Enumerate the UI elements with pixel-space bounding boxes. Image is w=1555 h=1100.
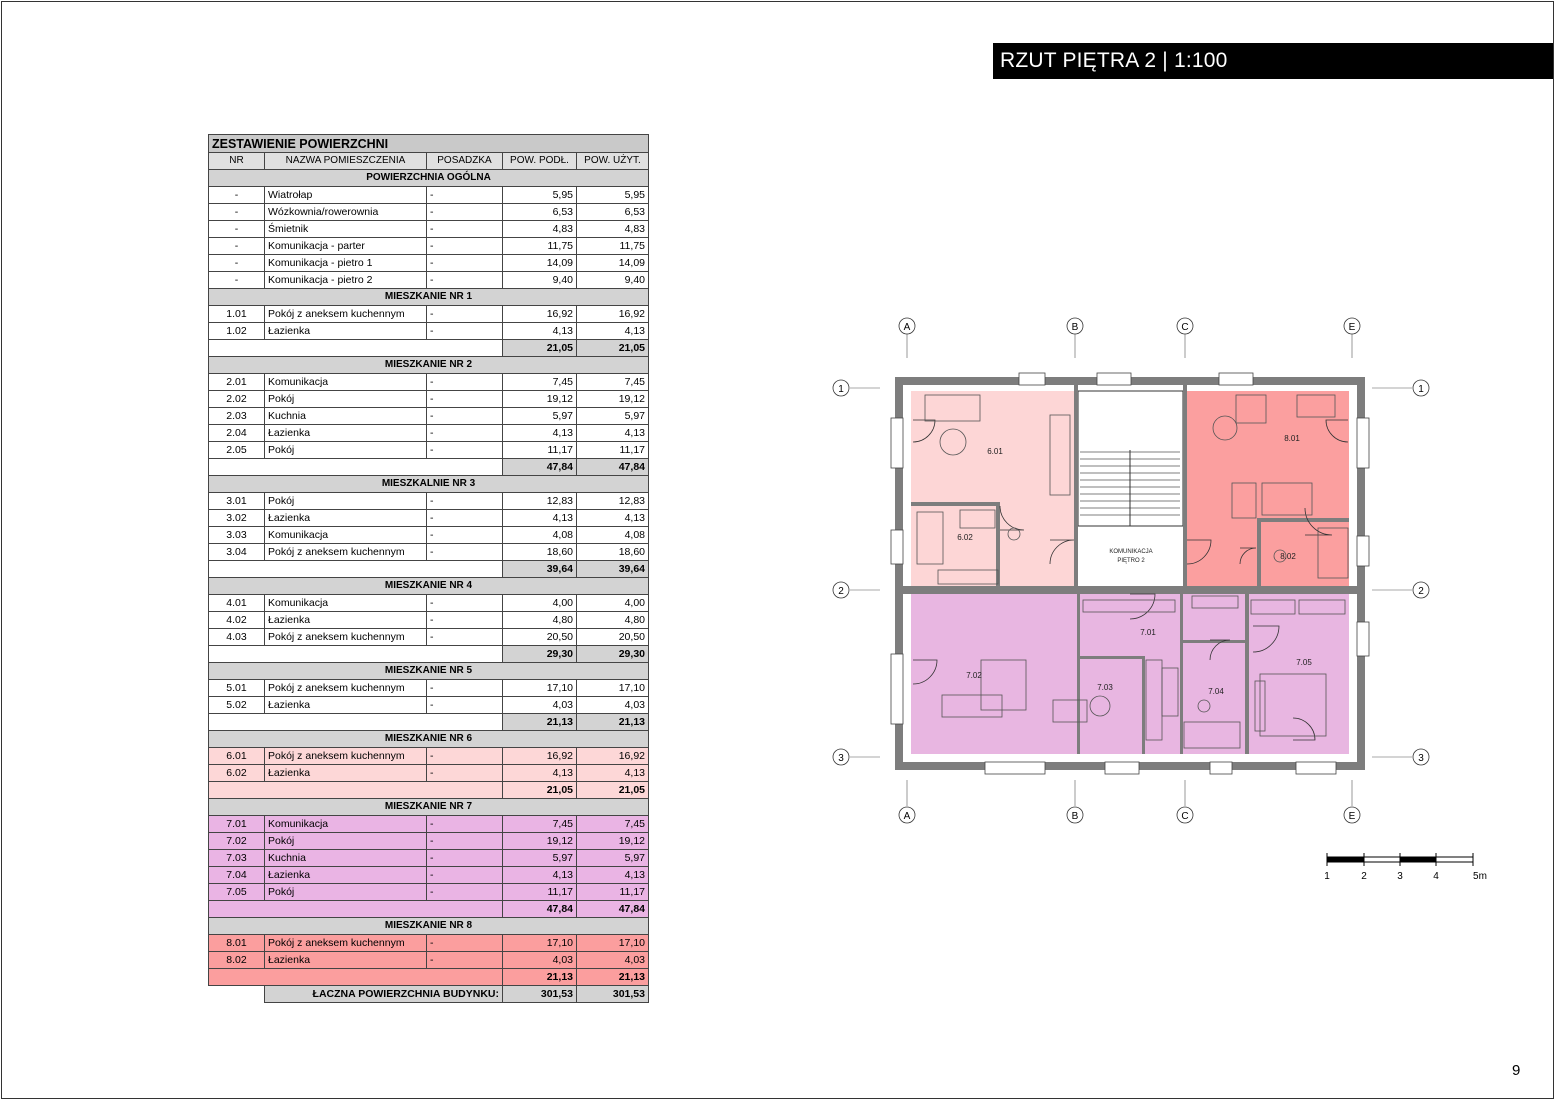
room-number: 2.02 [209,391,265,408]
room-number: 4.02 [209,612,265,629]
sum-usable-area: 21,13 [577,714,649,731]
floor-finish: - [427,493,503,510]
floor-area: 7,45 [503,374,577,391]
usable-area: 6,53 [577,204,649,221]
room-number: - [209,204,265,221]
room-number: - [209,187,265,204]
floor-finish: - [427,612,503,629]
room-number: 3.04 [209,544,265,561]
axis-label: 1 [838,384,844,395]
room-name: Komunikacja [265,374,427,391]
floor-area: 14,09 [503,255,577,272]
floor-area: 16,92 [503,306,577,323]
table-title: ZESTAWIENIE POWIERZCHNI [209,135,649,153]
column-header: NAZWA POMIESZCZENIA [265,153,427,170]
room-number: 5.01 [209,680,265,697]
floor-area: 20,50 [503,629,577,646]
room-name: Komunikacja - parter [265,238,427,255]
usable-area: 11,75 [577,238,649,255]
scale-bar-segment [1327,857,1364,862]
scale-bar-segment [1400,857,1436,862]
floor-finish: - [427,935,503,952]
room-name: Śmietnik [265,221,427,238]
usable-area: 4,03 [577,952,649,969]
axis-label: A [903,322,911,333]
axis-label: C [1181,811,1189,822]
room-name: Łazienka [265,323,427,340]
interior-wall [1080,656,1145,659]
stair-label: PIĘTRO 2 [1117,558,1145,564]
room-number: 2.01 [209,374,265,391]
floor-finish: - [427,544,503,561]
room-number: 5.02 [209,697,265,714]
room-name: Łazienka [265,510,427,527]
room-label: 7.02 [966,671,982,680]
room-label: 6.01 [987,447,1003,456]
scale-label: 5m [1473,871,1487,882]
floor-area: 4,13 [503,510,577,527]
floor-finish: - [427,697,503,714]
floor-area: 9,40 [503,272,577,289]
usable-area: 9,40 [577,272,649,289]
usable-area: 4,00 [577,595,649,612]
sum-floor-area: 39,64 [503,561,577,578]
floor-finish: - [427,204,503,221]
room-number: 3.02 [209,510,265,527]
usable-area: 18,60 [577,544,649,561]
total-label: ŁACZNA POWIERZCHNIA BUDYNKU: [265,986,503,1003]
interior-wall [1245,594,1249,754]
usable-area: 5,95 [577,187,649,204]
total-floor-area: 301,53 [503,986,577,1003]
sum-floor-area: 47,84 [503,901,577,918]
sum-floor-area: 21,13 [503,714,577,731]
room-name: Komunikacja - pietro 2 [265,272,427,289]
floor-area: 6,53 [503,204,577,221]
usable-area: 16,92 [577,306,649,323]
room-label: 6.02 [957,533,973,542]
interior-wall [1257,518,1261,586]
room-name: Pokój z aneksem kuchennym [265,680,427,697]
floor-area: 16,92 [503,748,577,765]
floor-finish: - [427,238,503,255]
axis-label: C [1181,322,1189,333]
room-label: 7.03 [1097,683,1113,692]
apartment-8-bathroom-floor [1260,522,1349,586]
floor-area: 4,03 [503,697,577,714]
room-number: 7.03 [209,850,265,867]
usable-area: 4,13 [577,323,649,340]
axis-label: B [1071,322,1079,333]
floor-finish: - [427,527,503,544]
page-title: RZUT PIĘTRA 2 | 1:100 [993,43,1553,79]
room-name: Pokój [265,442,427,459]
room-label: 8.01 [1284,434,1300,443]
interior-wall [1074,385,1078,590]
scale-label: 4 [1433,871,1439,882]
interior-wall [1180,594,1183,754]
floor-finish: - [427,680,503,697]
column-header: POSADZKA [427,153,503,170]
window [1019,373,1045,385]
room-name: Pokój [265,493,427,510]
section-title: MIESZKANIE NR 1 [209,289,649,306]
room-number: 4.01 [209,595,265,612]
window [1357,418,1369,468]
usable-area: 20,50 [577,629,649,646]
interior-wall [1257,518,1349,522]
floor-area: 4,13 [503,425,577,442]
sum-usable-area: 21,05 [577,340,649,357]
room-name: Wiatrołap [265,187,427,204]
floor-finish: - [427,221,503,238]
window [891,654,903,724]
floor-area: 4,13 [503,867,577,884]
floor-finish: - [427,867,503,884]
window [1219,373,1253,385]
usable-area: 17,10 [577,935,649,952]
floor-area: 4,08 [503,527,577,544]
axis-label: 2 [838,586,844,597]
floor-finish: - [427,748,503,765]
page-number: 9 [1512,1062,1521,1079]
sum-floor-area: 21,13 [503,969,577,986]
room-name: Pokój z aneksem kuchennym [265,306,427,323]
room-number: 1.01 [209,306,265,323]
window [985,762,1045,774]
usable-area: 4,80 [577,612,649,629]
axis-label: A [903,811,911,822]
section-title: MIESZKANIE NR 2 [209,357,649,374]
section-title: MIESZKANIE NR 5 [209,663,649,680]
floor-finish: - [427,408,503,425]
interior-wall [1183,640,1245,643]
interior-wall [911,502,1000,506]
section-title: MIESZKANIE NR 8 [209,918,649,935]
room-label: 7.04 [1208,687,1224,696]
room-number: - [209,255,265,272]
sum-usable-area: 21,05 [577,782,649,799]
sum-usable-area: 21,13 [577,969,649,986]
room-name: Pokój z aneksem kuchennym [265,935,427,952]
window [1296,762,1336,774]
room-name: Kuchnia [265,850,427,867]
room-name: Pokój [265,391,427,408]
room-name: Komunikacja [265,527,427,544]
floor-area: 17,10 [503,935,577,952]
usable-area: 11,17 [577,884,649,901]
floor-finish: - [427,323,503,340]
floor-area: 12,83 [503,493,577,510]
floor-area: 19,12 [503,833,577,850]
floor-area: 19,12 [503,391,577,408]
apartment-6-bathroom-floor [911,506,996,586]
room-number: 8.01 [209,935,265,952]
room-name: Kuchnia [265,408,427,425]
usable-area: 7,45 [577,816,649,833]
room-number: 2.05 [209,442,265,459]
section-title: MIESZKANIE NR 7 [209,799,649,816]
window [1357,622,1369,656]
floor-finish: - [427,272,503,289]
floor-area: 5,95 [503,187,577,204]
floor-finish: - [427,850,503,867]
total-usable-area: 301,53 [577,986,649,1003]
room-number: 7.05 [209,884,265,901]
apartment-8-living-floor [1187,391,1349,518]
room-label: 8.02 [1280,552,1296,561]
usable-area: 7,45 [577,374,649,391]
floor-finish: - [427,391,503,408]
axis-label: E [1348,811,1356,822]
interior-wall [903,586,1357,594]
room-number: - [209,238,265,255]
room-name: Wózkownia/rowerownia [265,204,427,221]
window [891,530,903,564]
floor-area: 4,80 [503,612,577,629]
room-number: - [209,272,265,289]
room-number: 2.04 [209,425,265,442]
scale-label: 3 [1397,871,1403,882]
apartment-6-kitchen-floor [1000,502,1074,586]
floor-area: 4,03 [503,952,577,969]
room-number: 7.01 [209,816,265,833]
floor-area: 18,60 [503,544,577,561]
scale-label: 1 [1324,871,1330,882]
floor-finish: - [427,510,503,527]
room-label: 7.05 [1296,658,1312,667]
sum-usable-area: 29,30 [577,646,649,663]
apartment-8-hall-floor [1187,518,1257,586]
interior-wall [1077,594,1080,754]
room-name: Pokój z aneksem kuchennym [265,748,427,765]
sum-usable-area: 47,84 [577,459,649,476]
floor-finish: - [427,425,503,442]
floor-area: 4,13 [503,323,577,340]
sum-usable-area: 47,84 [577,901,649,918]
room-number: 4.03 [209,629,265,646]
floor-area: 5,97 [503,408,577,425]
floor-finish: - [427,629,503,646]
floor-finish: - [427,442,503,459]
window [1357,536,1369,566]
floor-finish: - [427,833,503,850]
usable-area: 14,09 [577,255,649,272]
floor-area: 11,75 [503,238,577,255]
room-name: Łazienka [265,612,427,629]
floor-area: 17,10 [503,680,577,697]
section-title: MIESZKALNIE NR 3 [209,476,649,493]
section-title: POWIERZCHNIA OGÓLNA [209,170,649,187]
floor-finish: - [427,765,503,782]
room-number: 6.02 [209,765,265,782]
room-number: - [209,221,265,238]
stair-label: KOMUNIKACJA [1109,549,1153,555]
usable-area: 4,03 [577,697,649,714]
room-number: 8.02 [209,952,265,969]
room-number: 2.03 [209,408,265,425]
section-title: MIESZKANIE NR 4 [209,578,649,595]
room-name: Komunikacja - pietro 1 [265,255,427,272]
room-number: 3.03 [209,527,265,544]
window [891,418,903,468]
room-name: Łazienka [265,952,427,969]
room-number: 1.02 [209,323,265,340]
floor-area: 4,83 [503,221,577,238]
floor-finish: - [427,884,503,901]
floor-finish: - [427,255,503,272]
room-label: 7.01 [1140,628,1156,637]
usable-area: 16,92 [577,748,649,765]
usable-area: 4,83 [577,221,649,238]
window [1105,762,1139,774]
usable-area: 12,83 [577,493,649,510]
floor-area: 4,13 [503,765,577,782]
usable-area: 4,13 [577,867,649,884]
usable-area: 4,13 [577,425,649,442]
sum-floor-area: 47,84 [503,459,577,476]
window [1097,373,1131,385]
axis-label: 2 [1418,586,1424,597]
room-name: Komunikacja [265,816,427,833]
window [1210,762,1232,774]
sum-floor-area: 21,05 [503,782,577,799]
usable-area: 11,17 [577,442,649,459]
floor-finish: - [427,595,503,612]
floor-finish: - [427,306,503,323]
sum-usable-area: 39,64 [577,561,649,578]
floor-finish: - [427,816,503,833]
usable-area: 4,13 [577,510,649,527]
axis-label: E [1348,322,1356,333]
floor-area: 4,00 [503,595,577,612]
usable-area: 19,12 [577,833,649,850]
room-number: 7.04 [209,867,265,884]
room-number: 6.01 [209,748,265,765]
floor-area: 11,17 [503,884,577,901]
room-name: Pokój z aneksem kuchennym [265,544,427,561]
usable-area: 17,10 [577,680,649,697]
room-name: Łazienka [265,697,427,714]
sum-floor-area: 21,05 [503,340,577,357]
room-name: Komunikacja [265,595,427,612]
room-number: 3.01 [209,493,265,510]
usable-area: 4,08 [577,527,649,544]
room-number: 7.02 [209,833,265,850]
column-header: POW. PODŁ. [503,153,577,170]
floor-finish: - [427,187,503,204]
axis-label: 3 [1418,753,1424,764]
axis-label: 3 [838,753,844,764]
room-name: Pokój [265,833,427,850]
usable-area: 5,97 [577,408,649,425]
interior-wall [1183,385,1187,590]
usable-area: 19,12 [577,391,649,408]
floor-finish: - [427,952,503,969]
floor-area: 5,97 [503,850,577,867]
section-title: MIESZKANIE NR 6 [209,731,649,748]
room-name: Pokój [265,884,427,901]
axis-label: 1 [1418,384,1424,395]
room-name: Pokój z aneksem kuchennym [265,629,427,646]
column-header: NR [209,153,265,170]
sum-floor-area: 29,30 [503,646,577,663]
axis-label: B [1071,811,1079,822]
floor-finish: - [427,374,503,391]
room-name: Łazienka [265,867,427,884]
column-header: POW. UŻYT. [577,153,649,170]
usable-area: 5,97 [577,850,649,867]
usable-area: 4,13 [577,765,649,782]
room-name: Łazienka [265,765,427,782]
scale-label: 2 [1361,871,1367,882]
room-name: Łazienka [265,425,427,442]
floor-area: 7,45 [503,816,577,833]
interior-wall [1142,656,1145,754]
floor-area: 11,17 [503,442,577,459]
